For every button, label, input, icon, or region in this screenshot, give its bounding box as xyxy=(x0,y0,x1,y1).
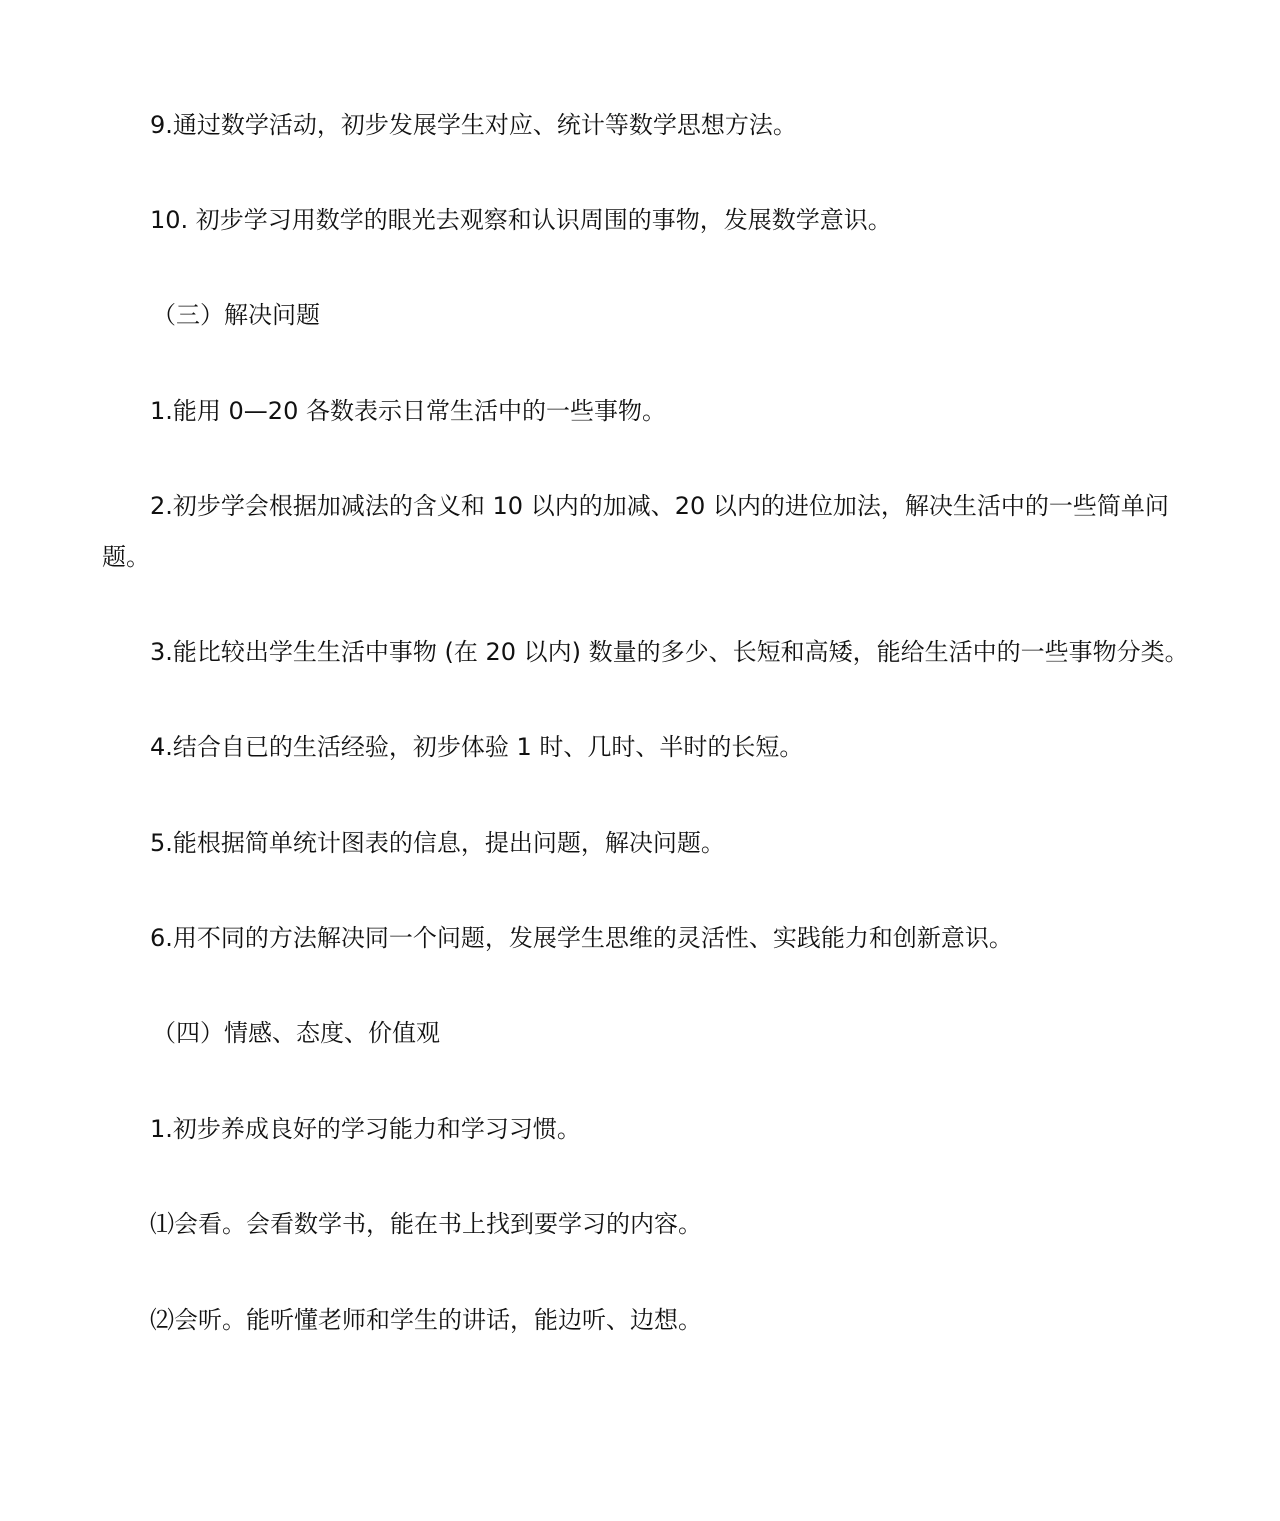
solve-item-1: 1.能用 0—20 各数表示日常生活中的一些事物。 xyxy=(150,397,666,425)
solve-item-5: 5.能根据简单统计图表的信息，提出问题，解决问题。 xyxy=(150,829,725,857)
paragraph-10: 10. 初步学习用数学的眼光去观察和认识周围的事物，发展数学意识。 xyxy=(150,206,892,234)
section-heading-4: （四）情感、态度、价值观 xyxy=(152,1019,440,1047)
paragraph-9: 9.通过数学活动，初步发展学生对应、统计等数学思想方法。 xyxy=(150,111,797,139)
attitude-item-1: 1.初步养成良好的学习能力和学习习惯。 xyxy=(150,1115,581,1143)
sub-item-2: ⑵会听。能听懂老师和学生的讲话，能边听、边想。 xyxy=(150,1306,702,1334)
solve-item-6: 6.用不同的方法解决同一个问题，发展学生思维的灵活性、实践能力和创新意识。 xyxy=(150,924,1013,952)
solve-item-4: 4.结合自已的生活经验，初步体验 1 时、几时、半时的长短。 xyxy=(150,733,804,761)
sub-item-1: ⑴会看。会看数学书，能在书上找到要学习的内容。 xyxy=(150,1210,702,1238)
solve-item-3: 3.能比较出学生生活中事物 (在 20 以内) 数量的多少、长短和高矮，能给生活中的一些事物分类。 xyxy=(150,638,1189,666)
solve-item-2: 2.初步学会根据加减法的含义和 10 以内的加减、20 以内的进位加法，解决生活中的一些简单问 xyxy=(150,492,1169,520)
section-heading-3: （三）解决问题 xyxy=(152,301,320,329)
solve-item-2-continuation: 题。 xyxy=(102,543,150,571)
